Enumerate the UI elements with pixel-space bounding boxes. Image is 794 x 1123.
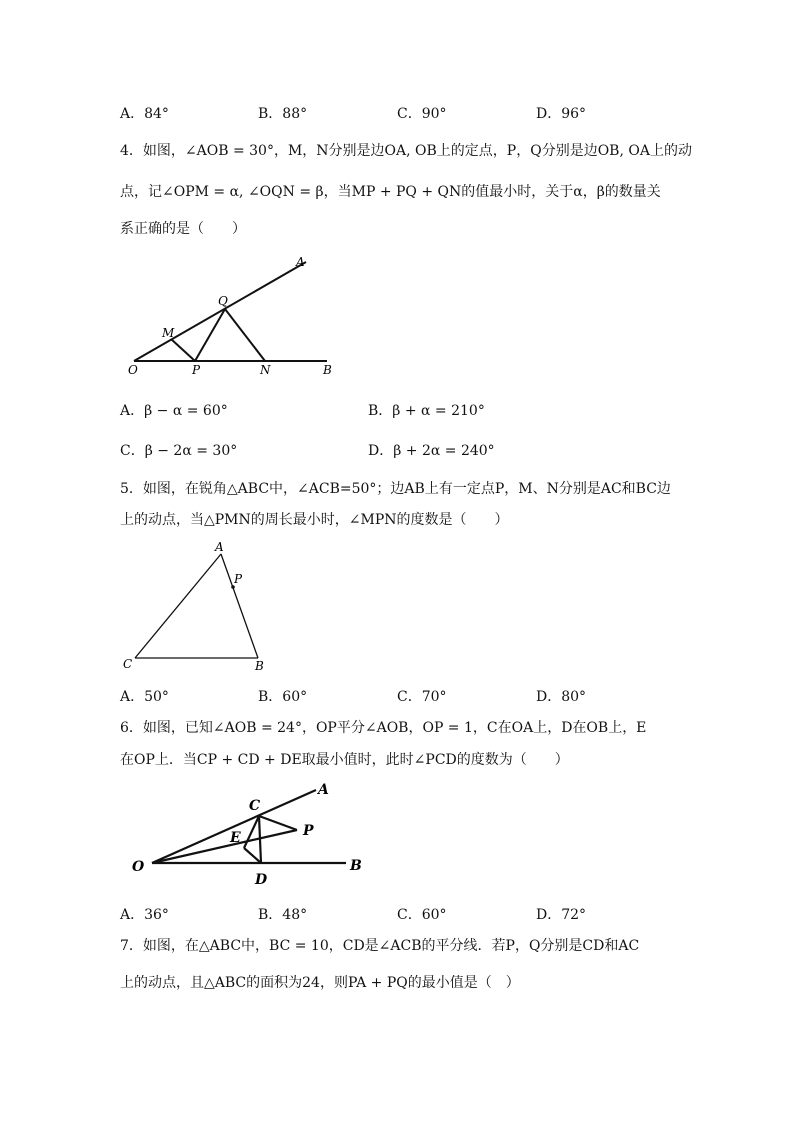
q3-option-d: D．96° [536,106,587,122]
q5-stem-line-2: 上的动点，当△PMN的周长最小时，∠MPN的度数是（ ） [120,512,509,528]
q4-label-n: N [260,363,271,377]
q5-stem-line-1: 5．如图，在锐角△ABC中，∠ACB=50°；边AB上有一定点P，M、N分别是AC和BC边 [120,481,671,497]
q5-option-c: C．70° [397,689,447,705]
q6-option-d: D．72° [536,907,587,923]
q4-label-a: A [296,255,305,269]
q4-stem-line-3: 系正确的是（ ） [120,221,246,237]
q5-label-p: P [234,572,243,586]
q7-stem-line-2: 上的动点，且△ABC的面积为24，则PA + PQ的最小值是（ ） [120,975,520,991]
q6-option-c: C．60° [397,907,447,923]
q5-label-c: C [123,657,133,671]
q6-label-d: D [255,872,268,888]
q4-label-q: Q [218,294,228,308]
q6-label-e: E [230,830,241,846]
q3-option-a: A．84° [120,106,169,122]
q5-option-d: D．80° [536,689,587,705]
q7-stem-line-1: 7．如图，在△ABC中，BC = 10，CD是∠ACB的平分线．若P，Q分别是CD和AC [120,938,640,954]
q3-option-b: B．88° [258,106,308,122]
q5-option-b: B．60° [258,689,308,705]
q6-label-o: O [132,859,145,875]
q3-option-c: C．90° [397,106,447,122]
q4-stem-line-1: 4．如图，∠AOB = 30°，M，N分别是边OA, OB上的定点，P，Q分别是边OB, OA上的动 [120,143,692,159]
q4-label-m: M [162,326,175,340]
q5-label-a: A [215,540,224,554]
q5-label-b: B [255,659,264,673]
q4-label-b: B [323,363,332,377]
q6-label-b: B [350,858,362,874]
q4-option-c: C．β − 2α = 30° [120,443,238,459]
q6-label-p: P [303,823,314,839]
q6-option-a: A．36° [120,907,169,923]
q4-label-o: O [128,363,138,377]
q4-option-b: B．β + α = 210° [368,403,485,419]
q5-figure [120,538,280,678]
q5-option-a: A．50° [120,689,169,705]
q6-stem-line-1: 6．如图，已知∠AOB = 24°，OP平分∠AOB，OP = 1，C在OA上，D在OB上，E [120,720,647,736]
q4-option-a: A．β − α = 60° [120,403,228,419]
q4-option-d: D．β + 2α = 240° [368,443,495,459]
q6-stem-line-2: 在OP上．当CP + CD + DE取最小值时，此时∠PCD的度数为（ ） [120,752,569,768]
q4-figure [125,250,345,380]
q6-label-c: C [249,798,261,814]
q6-figure [128,780,378,890]
q4-label-p: P [192,363,201,377]
q6-option-b: B．48° [258,907,308,923]
q4-stem-line-2: 点，记∠OPM = α, ∠OQN = β，当MP + PQ + QN的值最小时，关于α，β的数量关 [120,184,661,200]
q6-label-a: A [318,782,329,798]
